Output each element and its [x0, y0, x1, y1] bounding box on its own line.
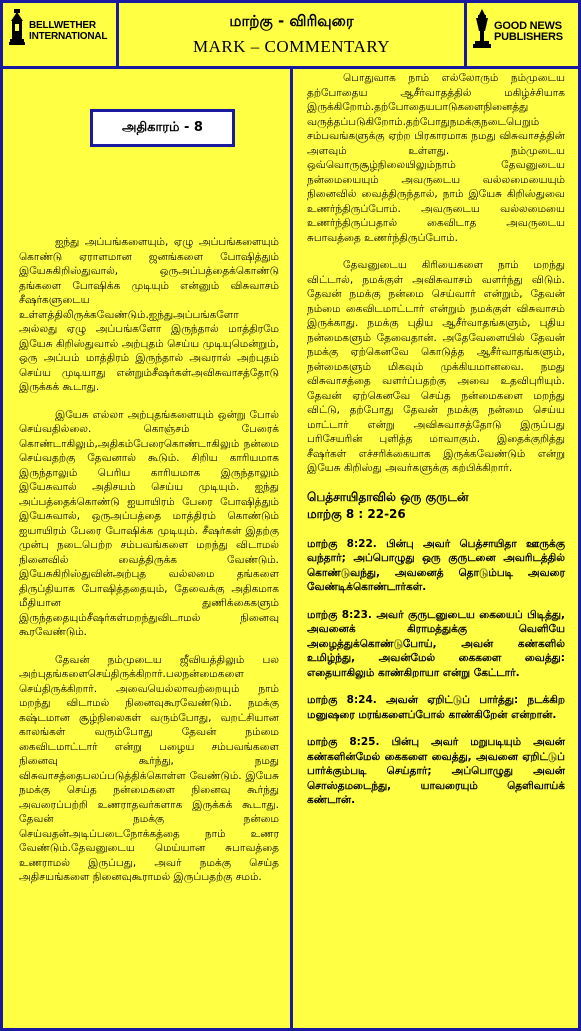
good-news-logo-line1: GOOD NEWS	[494, 19, 562, 32]
paragraph: பொதுவாக நாம் எல்லோரும் நம்முடைய தற்போதைய ஆசீர்வாதத்தில் மகிழ்ச்சியாக இருக்கிறோம்.தற்போதையபாடுகளைநினைத்து வருத்தப்படுகிறோம்.தற்போதுநமக்குநடைபெறும் சம்பவங்களுக்கு ஏற்ற பிரகாரமாக நமது விசுவாசத்தின் அளவும் உள்ளது. நம்முடைய ஒவ்வொருசூழ்நிலையிலும்நாம் தேவனுடைய நன்மையையும் அவருடைய வல்லமையையும் நினைவில் வைத்திருந்தால், நாம் இயேசு கிறிஸ்துவை உணர்ந்திருப்போம். அவருடைய வல்லமையை உணர்ந்திருப்பதால் கைவிடாத அவருடைய சுபாவத்தை உணர்ந்திருப்போம்.	[307, 72, 565, 244]
page-title-english: MARK – COMMENTARY	[193, 37, 390, 56]
good-news-logo-line2: PUBLISHERS	[494, 30, 563, 43]
section-heading-title: பெத்சாயிதாவில் ஒரு குருடன்	[307, 489, 469, 504]
page-title-tamil: மாற்கு - விரிவுரை	[229, 12, 354, 30]
paragraph: தேவனுடைய கிரியைகளை நாம் மறந்து விட்டால், நமக்குள் அவிசுவாசம் வளர்ந்து விடும். தேவன் நமக்கு நன்மை செய்வார் என்றும், தேவன் நம்மை கைவிடமாட்டார் என்றும் நமக்குள் விசுவாசம் இருக்காது. நமக்கு புதிய ஆசீர்வாதங்களும், புதிய நன்மைகளும் தேவைதான். அதேவேளையில் தேவன் நமக்கு ஏற்கெனவே கொடுத்த ஆசீர்வாதங்களும், நன்மைகளும் மிகவும் முக்கியமானவை. நமது விசுவாசத்தை வளர்ப்பதற்கு அவை உதவிபுரியும். தேவன் ஏற்கெனவே செய்த நன்மைகளை மறந்து விட்டு, தற்போது தேவன் நமக்கு நன்மை செய்ய மாட்டார் என்று அவிசுவாசத்தோடு இருப்பது பரிசேயரின் புளித்த மாவாகும். இதைக்குறித்து சீஷர்கள் எச்சரிக்கையாக இருக்கவேண்டும் என்று இயேசு கிறிஸ்து அவர்களுக்கு கற்பிக்கிறார்.	[307, 259, 565, 474]
page-title-cell	[119, 3, 467, 66]
section-heading-reference: மாற்கு 8 : 22-26	[307, 506, 406, 521]
bellwether-logo-cell	[3, 3, 119, 66]
left-column-text	[19, 235, 279, 898]
lamp-logo-icon	[473, 9, 491, 49]
bellwether-logo-line1: BELLWETHER	[29, 20, 96, 31]
right-column	[293, 69, 578, 1028]
bellwether-logo-line2: INTERNATIONAL	[29, 31, 108, 42]
paragraph: ஐந்து அப்பங்களையும், ஏழு அப்பங்களையும் கொண்டு ஏராளமான ஜனங்களை போஷித்தும் இயேசுகிறிஸ்துவால், ஒருஅப்பத்தைக்கொண்டு தங்களை போஷிக்க முடியும் என்னும் விசுவாசம் சீஷர்களுடைய உள்ளத்திலிருக்கவேண்டும்.ஐந்துஅப்பங்களோ அல்லது ஏழு அப்பங்களோ இருந்தால் மாத்திரமே இயேசு கிறிஸ்துவால் அற்புதம் செய்ய முடியுமென்றும், ஒரு அப்பம் மாத்திரம் இருந்தால் அவரால் அற்புதம் செய்ய முடியாது என்றும்சீஷர்கள்அவிசுவாசத்தோடு இருக்கக் கூடாது.	[19, 236, 279, 393]
scripture-verse: மாற்கு 8:25. பின்பு அவர் மறுபடியும் அவன் கண்களின்மேல் கைகளை வைத்து, அவனை ஏறிட்டுப் பார்க்கும்படி செய்தார்; அப்பொழுது அவன் சொஸ்தமடைந்து, யாவரையும் தெளிவாய்க் கண்டான்.	[307, 736, 565, 806]
bell-tower-icon	[9, 9, 25, 47]
chapter-label: அதிகாரம் - 8	[90, 109, 235, 147]
scripture-verse: மாற்கு 8:24. அவன் ஏறிட்டுப் பார்த்து: நடக்கிற மனுஷரை மரங்களைப்போல் காண்கிறேன் என்றான்.	[307, 694, 565, 721]
bellwether-logo	[9, 9, 107, 47]
paragraph: தேவன் நம்முடைய ஜீவியத்திலும் பல அற்புதங்களைசெய்திருக்கிறார்.பலநன்மைகளை செய்திருக்கிறார். அவையெல்லாவற்றையும் நாம் மறந்து விடாமல் நினைவுகூரவேண்டும். நமக்கு கஷ்டமான சூழ்நிலைகள் வரும்போது, வறட்சியான காலங்கள் வரும்போது தேவன் நம்மை கைவிடமாட்டார் என்று பழைய சம்பவங்களை நினைவு கூர்ந்து, நமது விசுவாசத்தைபலப்படுத்திக்கொள்ள வேண்டும். இயேசு நமக்கு செய்த நன்மைகளை நினைவு கூர்ந்து அவரைப்பற்றி உணராதவர்களாக இருக்கக் கூடாது. தேவன் நமக்கு நன்மை செய்வதன்அடிப்படைநோக்கத்தை நாம் உணர வேண்டும்.தேவனுடைய மெய்யான சுபாவத்தை உணராமல் இருப்பது, அவர் நமக்கு செய்த அதிசயங்களை நினைவுகூராமல் இருப்பதற்கு சமம்.	[19, 653, 279, 883]
left-column	[3, 69, 293, 1028]
scripture-verse: மாற்கு 8:23. அவர் குருடனுடைய கையைப் பிடித்து, அவனைக் கிராமத்துக்கு வெளியே அழைத்துக்கொண்டுபோய், அவன் கண்களில் உமிழ்ந்து, அவன்மேல் கைகளை வைத்து: எதையாகிலும் காண்கிறாயா என்று கேட்டார்.	[307, 608, 565, 679]
scripture-verse: மாற்கு 8:22. பின்பு அவர் பெத்சாயிதா ஊருக்கு வந்தார்; அப்பொழுது ஒரு குருடனை அவரிடத்தில் கொண்டுவந்து, அவனைத் தொடும்படி அவரை வேண்டிக்கொண்டார்கள்.	[307, 537, 565, 593]
paragraph: இயேசு எல்லா அற்புதங்களையும் ஒன்று போல் செய்வதில்லை. கொஞ்சம் பேரைக் கொண்டாகிலும்,அதிகம்பேரைகொண்டாகிலும் நன்மை செய்வதற்கு தேவனால் கூடும். சிறிய காரியமாக இருந்தாலும் பெரிய காரியமாக இருந்தாலும் இயேசுவால் அதிசயம் செய்ய முடியும். ஐந்து அப்பத்தைக்கொண்டு ஐயாயிரம் பேரை போஷித்தும் இயேசுவால், ஒருஅப்பத்தை மாத்திரம் கொண்டும் ஐயாயிரம் பேரை போஷிக்க முடியும். சீஷர்கள் இதற்கு முன்பு நடைபெற்ற சம்பவங்களை மறந்து விடாமல் நினைவில் வைத்திருக்க வேண்டும். இயேசுகிறிஸ்துவின்அற்புத வல்லமை தங்களை திருப்தியாக போஷித்ததையும், தேவைக்கு அதிகமாக மீதியான துணிக்கைகளும் இருந்ததையும்சீஷர்கள்மறந்துவிடாமல் நினைவு கூரவேண்டும்.	[19, 408, 279, 638]
page-header	[3, 3, 578, 69]
right-column-text	[307, 71, 565, 821]
section-heading	[307, 489, 565, 523]
good-news-logo	[473, 9, 563, 49]
good-news-logo-cell	[467, 3, 578, 66]
